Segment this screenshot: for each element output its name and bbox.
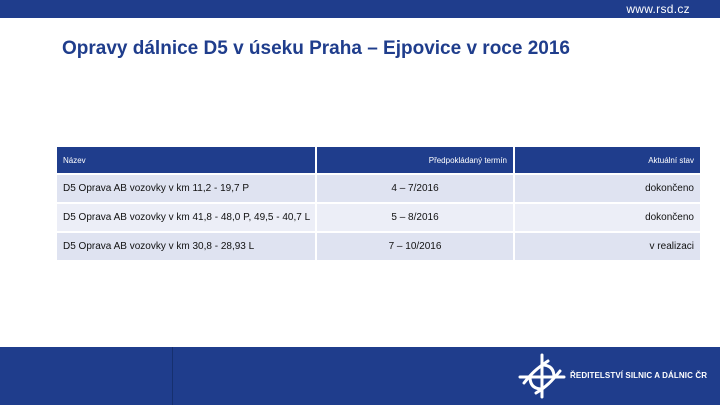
row-term-cell: 7 – 10/2016 <box>317 233 513 260</box>
table-row <box>57 175 700 202</box>
row-name-cell: D5 Oprava AB vozovky v km 30,8 - 28,93 L <box>57 233 315 260</box>
footer-divider <box>172 347 173 405</box>
page-title: Opravy dálnice D5 v úseku Praha – Ejpovice v roce 2016 <box>62 38 570 59</box>
table-row <box>57 233 700 260</box>
row-term-cell: 4 – 7/2016 <box>317 175 513 202</box>
repairs-table <box>55 145 702 262</box>
top-bar <box>0 0 720 18</box>
highway-interchange-icon <box>518 353 566 399</box>
row-name-cell: D5 Oprava AB vozovky v km 11,2 - 19,7 P <box>57 175 315 202</box>
row-status-cell: dokončeno <box>515 175 700 202</box>
row-status-cell: v realizaci <box>515 233 700 260</box>
table-row <box>57 204 700 231</box>
website-url[interactable]: www.rsd.cz <box>626 2 690 16</box>
row-term-cell: 5 – 8/2016 <box>317 204 513 231</box>
organization-name: ŘEDITELSTVÍ SILNIC A DÁLNIC ČR <box>570 371 708 380</box>
row-name-cell: D5 Oprava AB vozovky v km 41,8 - 48,0 P, 49,5 - 40,7 L <box>57 204 315 231</box>
column-header-term: Předpokládaný termín <box>317 147 513 173</box>
row-status-cell: dokončeno <box>515 204 700 231</box>
table-header-row <box>57 147 700 173</box>
column-header-name: Název <box>57 147 315 173</box>
column-header-status: Aktuální stav <box>515 147 700 173</box>
